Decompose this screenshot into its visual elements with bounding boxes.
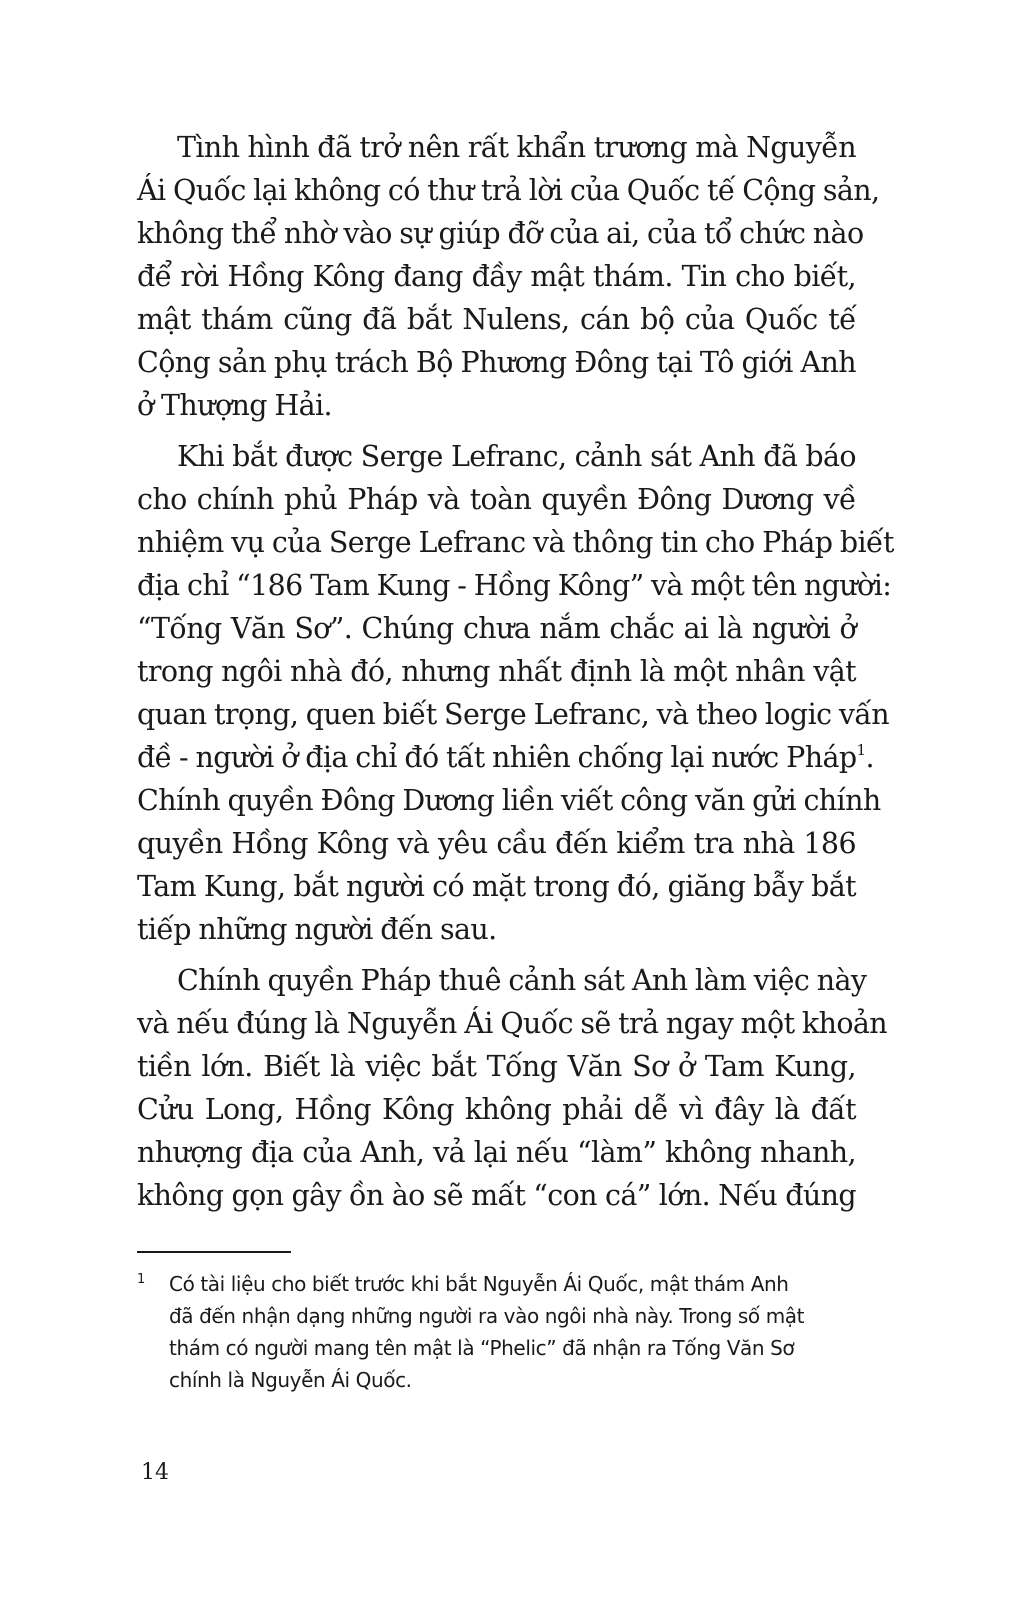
footnote [137, 1268, 856, 1396]
text-line: và nếu đúng là Nguyễn Ái Quốc sẽ trả ngay một khoản [137, 1007, 888, 1040]
footnote-line: đã đến nhận dạng những người ra vào ngôi nhà này. Trong số mật [169, 1304, 805, 1328]
text-line: địa chỉ “186 Tam Kung - Hồng Kông” và một tên người: [137, 569, 892, 602]
text-line: Ái Quốc lại không có thư trả lời của Quốc tế Cộng sản, [137, 174, 880, 207]
text-line: Tam Kung, bắt người có mặt trong đó, giăng bẫy bắt [137, 870, 856, 903]
footnote-body [169, 1268, 856, 1396]
sentence-end: . [865, 741, 874, 774]
text-line: Tình hình đã trở nên rất khẩn trương mà Nguyễn [177, 131, 856, 164]
text-line: nhượng địa của Anh, vả lại nếu “làm” không nhanh, [137, 1136, 856, 1169]
text-line: tiếp những người đến sau. [137, 913, 497, 946]
page-number: 14 [141, 1460, 169, 1485]
text-line: trong ngôi nhà đó, nhưng nhất định là một nhân vật [137, 655, 856, 688]
text-line: mật thám cũng đã bắt Nulens, cán bộ của Quốc tế [137, 303, 856, 336]
text-line: Cửu Long, Hồng Kông không phải dễ vì đây là đất [137, 1093, 856, 1126]
paragraph-1 [137, 126, 880, 427]
footnote-reference[interactable]: 1 [856, 741, 866, 759]
text-line: Chính quyền Đông Dương liền viết công văn gửi chính [137, 784, 881, 817]
text-line: Khi bắt được Serge Lefranc, cảnh sát Anh đã báo [177, 440, 856, 473]
footnote-line: Có tài liệu cho biết trước khi bắt Nguyễn Ái Quốc, mật thám Anh [169, 1272, 789, 1296]
footnote-number: 1 [137, 1272, 145, 1287]
text-line: nhiệm vụ của Serge Lefranc và thông tin cho Pháp biết [137, 526, 894, 559]
text-line: quan trọng, quen biết Serge Lefranc, và theo logic vấn [137, 698, 890, 731]
footnote-divider [137, 1251, 291, 1253]
paragraph-3 [137, 959, 888, 1217]
footnote-line: thám có người mang tên mật là “Phelic” đã nhận ra Tống Văn Sơ [169, 1336, 795, 1360]
text-line: Chính quyền Pháp thuê cảnh sát Anh làm việc này [177, 964, 867, 997]
text-line: ở Thượng Hải. [137, 389, 332, 422]
page-body [137, 126, 894, 1225]
text-line: không thể nhờ vào sự giúp đỡ của ai, của tổ chức nào [137, 217, 864, 250]
text-line: Cộng sản phụ trách Bộ Phương Đông tại Tô giới Anh [137, 346, 856, 379]
footnote-line: chính là Nguyễn Ái Quốc. [169, 1368, 412, 1392]
text-line: đề - người ở địa chỉ đó tất nhiên chống lại nước Pháp [137, 741, 857, 774]
text-line: không gọn gây ồn ào sẽ mất “con cá” lớn. Nếu đúng [137, 1179, 856, 1212]
text-line-with-footnote [137, 736, 874, 779]
text-line: quyền Hồng Kông và yêu cầu đến kiểm tra nhà 186 [137, 827, 856, 860]
text-line: để rời Hồng Kông đang đầy mật thám. Tin cho biết, [137, 260, 856, 293]
text-line: “Tống Văn Sơ”. Chúng chưa nắm chắc ai là người ở [137, 612, 856, 645]
text-line: tiền lớn. Biết là việc bắt Tống Văn Sơ ở Tam Kung, [137, 1050, 856, 1083]
paragraph-2 [137, 435, 894, 951]
text-line: cho chính phủ Pháp và toàn quyền Đông Dương về [137, 483, 856, 516]
